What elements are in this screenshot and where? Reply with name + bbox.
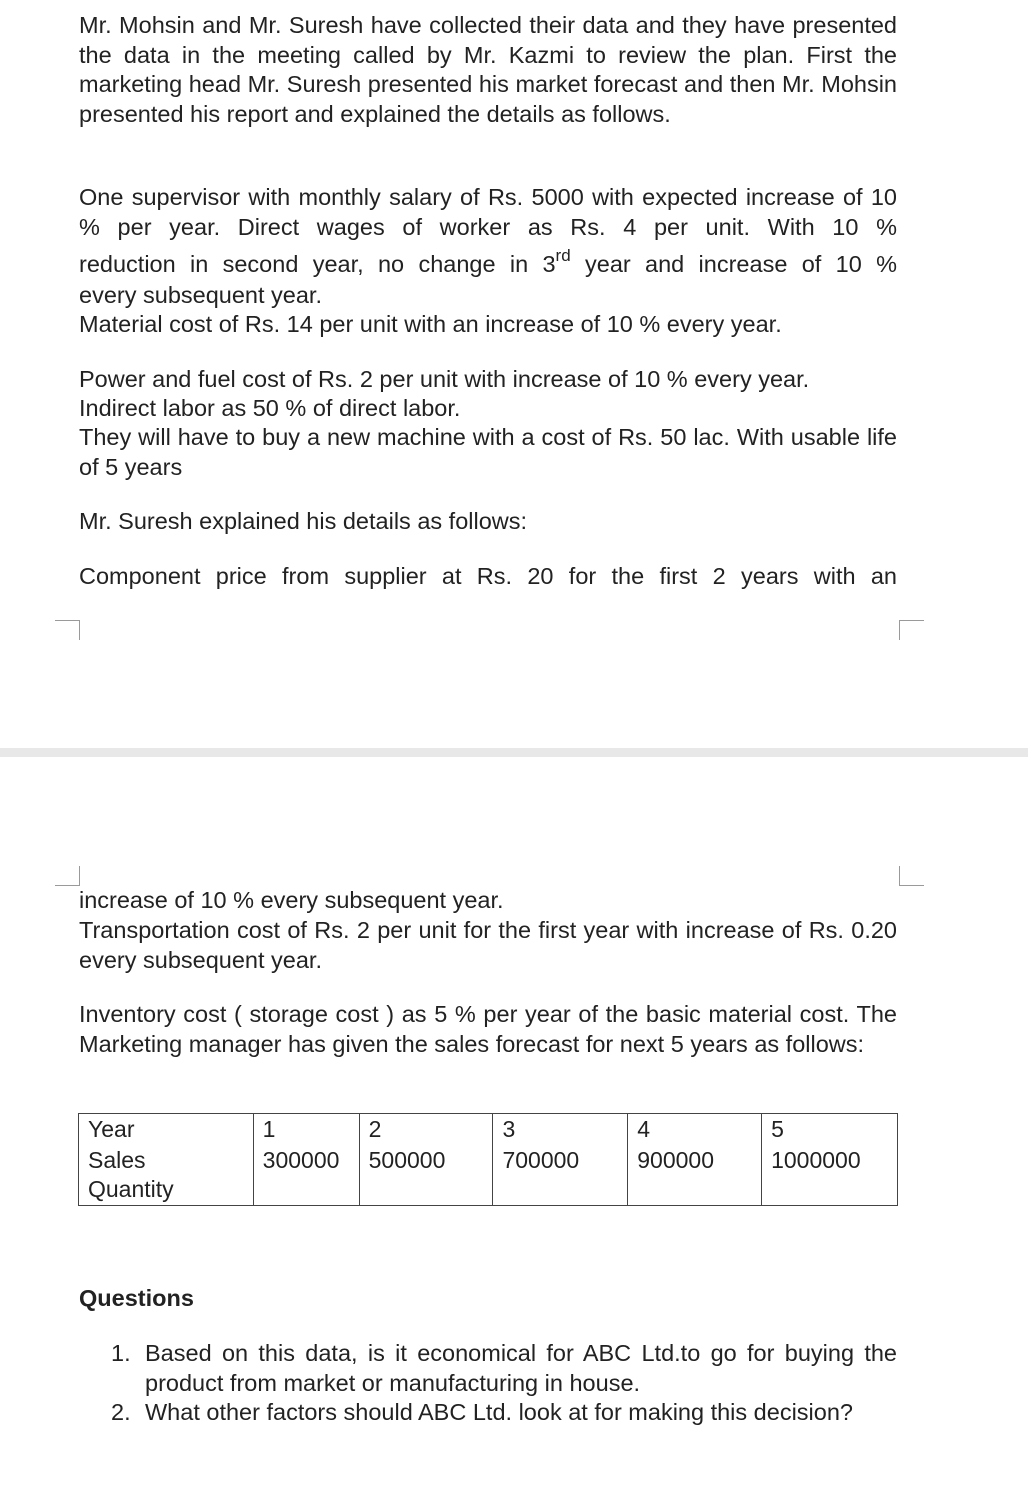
quantity-cell: 500000 — [359, 1145, 493, 1206]
list-item — [79, 1339, 897, 1398]
transport-paragraph: Transportation cost of Rs. 2 per unit for the first year with increase of Rs. 0.20 every subsequent year. — [79, 917, 897, 973]
row-header-sales-quantity — [79, 1145, 254, 1206]
supervisor-paragraph: One supervisor with monthly salary of Rs. 5000 with expected increase of 10 % per year. Direct wages of worker as Rs. 4 per unit. With 10 % — [79, 184, 897, 240]
year-cell: 1 — [253, 1114, 359, 1145]
component-paragraph: Component price from supplier at Rs. 20 for the first 2 years with an — [79, 563, 897, 589]
reduction-text-end: year and increase of 10 % — [570, 251, 897, 277]
year-cell: 4 — [628, 1114, 762, 1145]
intro-paragraph: Mr. Mohsin and Mr. Suresh have collected their data and they have presented the data in the meeting called by Mr. Kazmi to review the plan. First the marketing head Mr. Suresh presented his market forecast and then Mr. Mohsin presented his report and explained the details as follows. — [79, 12, 897, 127]
reduction-line — [79, 246, 897, 280]
questions-heading: Questions — [79, 1285, 194, 1311]
increase-line: increase of 10 % every subsequent year. — [79, 887, 504, 913]
year-cell: 3 — [493, 1114, 628, 1145]
page-corner-mark — [55, 620, 80, 640]
row-header-line: Sales — [88, 1146, 146, 1173]
questions-list — [79, 1339, 897, 1428]
year-cell: 5 — [762, 1114, 898, 1145]
page-corner-mark — [55, 866, 80, 886]
quantity-cell: 300000 — [253, 1145, 359, 1206]
page-corner-mark — [899, 620, 924, 640]
list-item — [79, 1398, 897, 1428]
indirect-labor-paragraph: Indirect labor as 50 % of direct labor. — [79, 395, 461, 421]
row-header-line: Quantity — [88, 1176, 174, 1202]
row-header-year: Year — [79, 1114, 254, 1145]
question-text: Based on this data, is it economical for ABC Ltd.to go for buying the product from market or manufacturing in house. — [145, 1340, 897, 1396]
quantity-cell: 900000 — [628, 1145, 762, 1206]
question-number: 2. — [111, 1399, 131, 1425]
table-row — [79, 1114, 898, 1145]
subsequent-line: every subsequent year. — [79, 282, 322, 308]
quantity-cell: 1000000 — [762, 1145, 898, 1206]
power-paragraph: Power and fuel cost of Rs. 2 per unit with increase of 10 % every year. — [79, 366, 810, 392]
table-row — [79, 1145, 898, 1206]
inventory-paragraph: Inventory cost ( storage cost ) as 5 % per year of the basic material cost. The Marketing manager has given the sales forecast for next 5 years as follows: — [79, 1001, 897, 1057]
page-separator — [0, 748, 1028, 757]
quantity-cell: 700000 — [493, 1145, 628, 1206]
year-cell: 2 — [359, 1114, 493, 1145]
machine-paragraph: They will have to buy a new machine with a cost of Rs. 50 lac. With usable life of 5 years — [79, 424, 897, 480]
page-corner-mark — [899, 866, 924, 886]
reduction-text: reduction in second year, no change in 3 — [79, 251, 556, 277]
sales-forecast-table — [78, 1113, 898, 1206]
question-number: 1. — [111, 1340, 131, 1366]
ordinal-superscript: rd — [555, 246, 571, 266]
material-paragraph: Material cost of Rs. 14 per unit with an increase of 10 % every year. — [79, 311, 782, 337]
suresh-heading: Mr. Suresh explained his details as follows: — [79, 508, 528, 534]
question-text: What other factors should ABC Ltd. look at for making this decision? — [145, 1399, 853, 1425]
